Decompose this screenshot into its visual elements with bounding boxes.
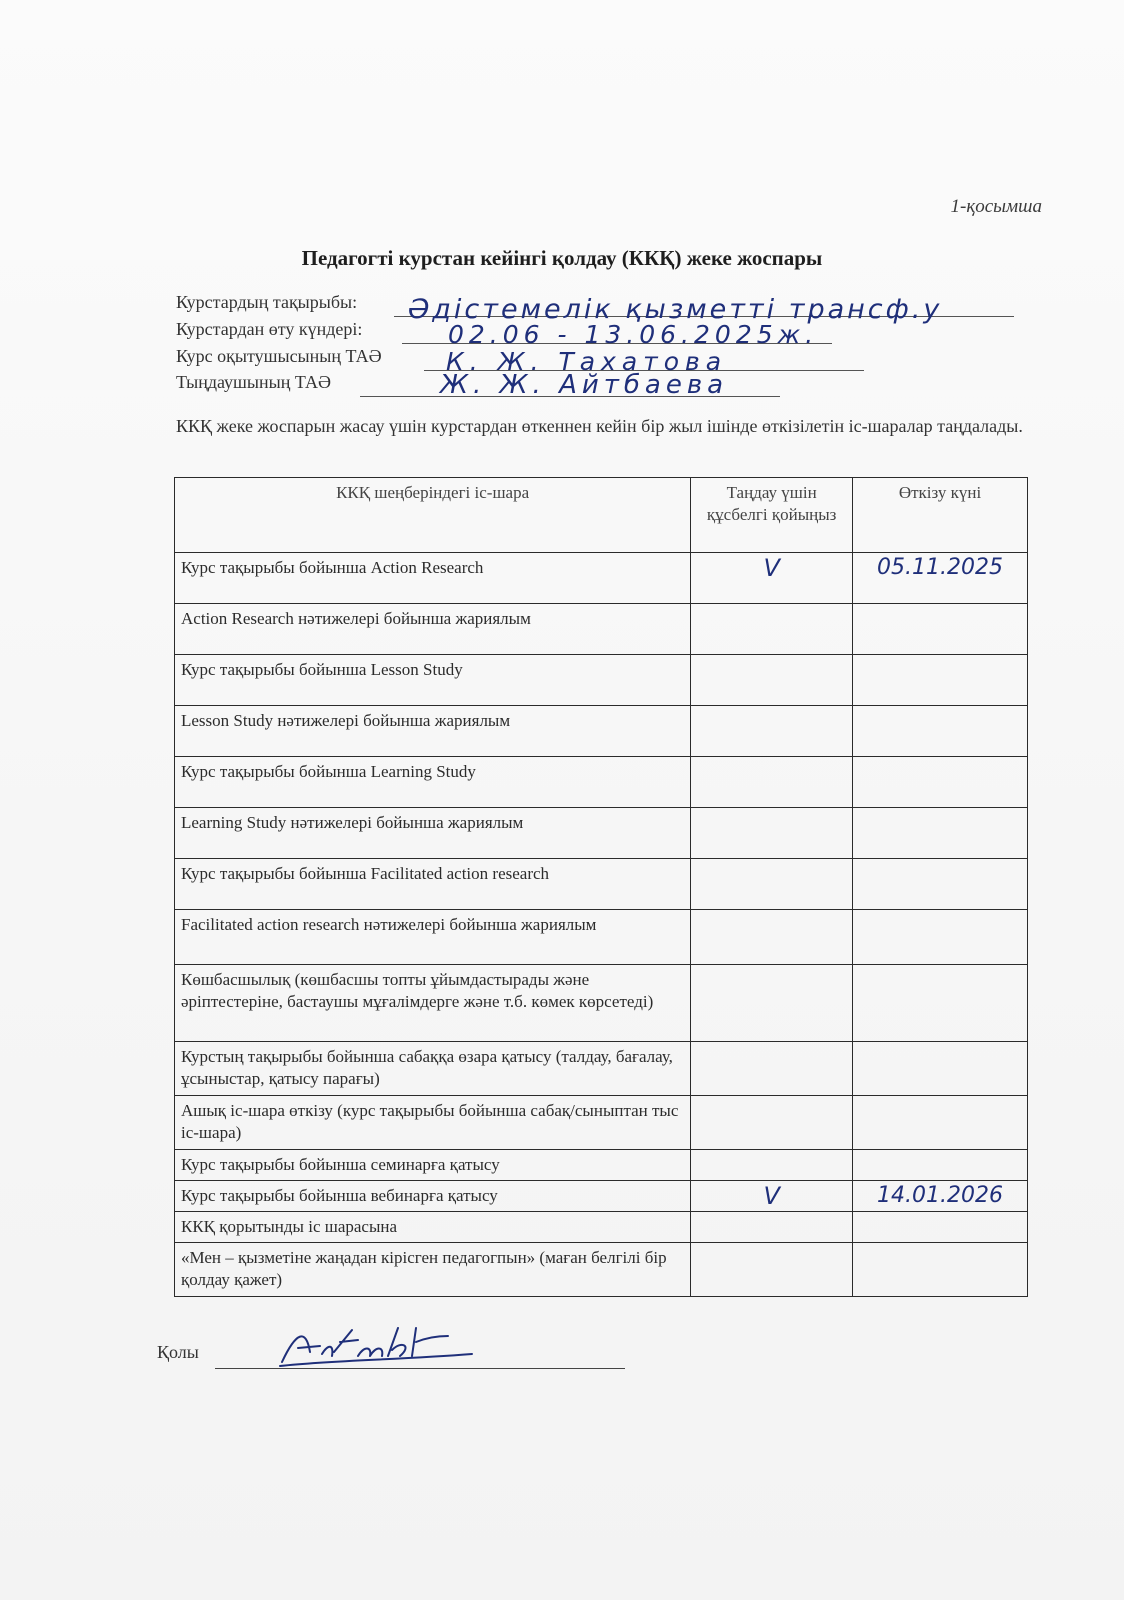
date-cell[interactable] — [853, 757, 1028, 808]
checkmark-cell[interactable] — [691, 706, 853, 757]
field-label-listener: Тыңдаушының ТАӘ — [176, 372, 331, 392]
checkmark-cell[interactable] — [691, 655, 853, 706]
date-cell[interactable] — [853, 706, 1028, 757]
checkmark-cell[interactable] — [691, 604, 853, 655]
checkmark-cell[interactable] — [691, 1243, 853, 1297]
table-row — [175, 1243, 1028, 1297]
field-value-course-dates: 02.06 - 13.06.2025ж. — [448, 320, 819, 349]
activity-plan-table — [174, 477, 1028, 1297]
checkmark-cell[interactable] — [691, 965, 853, 1042]
header-select: Таңдау үшін құсбелгі қойыңыз — [691, 478, 853, 553]
instruction-note: ККҚ жеке жоспарын жасау үшін курстардан өткеннен кейін бір жыл ішінде өткізілетін іс-шаралар таңдалады. — [176, 416, 1023, 436]
activity-cell: Курс тақырыбы бойынша Lesson Study — [175, 655, 691, 706]
field-value-listener: Ж. Ж. Айтбаева — [440, 370, 729, 400]
activity-cell: Курс тақырыбы бойынша Learning Study — [175, 757, 691, 808]
table-row — [175, 1181, 1028, 1212]
date-cell[interactable] — [853, 655, 1028, 706]
field-label-course-topic: Курстардың тақырыбы: — [176, 292, 358, 312]
table-header-row — [175, 478, 1028, 553]
checkmark-cell[interactable] — [691, 757, 853, 808]
activity-cell: ККҚ қорытынды іс шарасына — [175, 1212, 691, 1243]
table-row — [175, 1042, 1028, 1096]
date-cell[interactable] — [853, 1042, 1028, 1096]
activity-cell: Курс тақырыбы бойынша вебинарға қатысу — [175, 1181, 691, 1212]
page-title: Педагогті курстан кейінгі қолдау (ККҚ) жеке жоспары — [301, 246, 823, 270]
activity-cell: Курс тақырыбы бойынша семинарға қатысу — [175, 1150, 691, 1181]
checkmark-cell[interactable] — [691, 1042, 853, 1096]
checkmark-cell[interactable] — [691, 1212, 853, 1243]
checkmark-cell[interactable] — [691, 1096, 853, 1150]
table-row — [175, 808, 1028, 859]
field-label-instructor: Курс оқытушысының ТАӘ — [176, 346, 382, 366]
table-row — [175, 859, 1028, 910]
activity-cell: Ашық іс-шара өткізу (курс тақырыбы бойынша сабақ/сыныптан тыс іс-шара) — [175, 1096, 691, 1150]
header-activity: ККҚ шеңберіндегі іс-шара — [175, 478, 691, 553]
date-cell[interactable] — [853, 604, 1028, 655]
date-cell[interactable] — [853, 1212, 1028, 1243]
table-row — [175, 965, 1028, 1042]
activity-cell: Көшбасшылық (көшбасшы топты ұйымдастырады және әріптестеріне, бастаушы мұғалімдерге және т.б. көмек көрсетеді) — [175, 965, 691, 1042]
table-row — [175, 757, 1028, 808]
activity-cell: «Мен – қызметіне жаңадан кірісген педагогпын» (маған белгілі бір қолдау қажет) — [175, 1243, 691, 1297]
checkmark-cell[interactable] — [691, 859, 853, 910]
field-label-course-dates: Курстардан өту күндері: — [176, 319, 363, 339]
activity-cell: Курс тақырыбы бойынша Action Research — [175, 553, 691, 604]
checkmark-cell[interactable] — [691, 1150, 853, 1181]
date-cell[interactable] — [853, 910, 1028, 965]
activity-cell: Курстың тақырыбы бойынша сабаққа өзара қатысу (талдау, бағалау, ұсыныстар, қатысу парағы) — [175, 1042, 691, 1096]
activity-cell: Facilitated action research нәтижелері бойынша жариялым — [175, 910, 691, 965]
checkmark-cell[interactable] — [691, 910, 853, 965]
handwritten-signature — [276, 1322, 476, 1370]
date-cell[interactable] — [853, 1096, 1028, 1150]
field-value-course-topic: Әдістемелік қызметті трансф.у — [408, 294, 943, 325]
checkmark-cell[interactable]: V — [691, 553, 853, 604]
table-row — [175, 1096, 1028, 1150]
date-cell[interactable]: 14.01.2026 — [853, 1181, 1028, 1212]
table-row — [175, 1150, 1028, 1181]
header-date: Өткізу күні — [853, 478, 1028, 553]
activity-cell: Lesson Study нәтижелері бойынша жариялым — [175, 706, 691, 757]
date-cell[interactable]: 05.11.2025 — [853, 553, 1028, 604]
checkmark-cell[interactable]: V — [691, 1181, 853, 1212]
activity-cell: Action Research нәтижелері бойынша жариялым — [175, 604, 691, 655]
activity-cell: Курс тақырыбы бойынша Facilitated action research — [175, 859, 691, 910]
date-cell[interactable] — [853, 1243, 1028, 1297]
field-value-instructor: К. Ж. Тахатова — [446, 347, 728, 376]
table-row — [175, 553, 1028, 604]
date-cell[interactable] — [853, 859, 1028, 910]
activity-cell: Learning Study нәтижелері бойынша жариялым — [175, 808, 691, 859]
checkmark-cell[interactable] — [691, 808, 853, 859]
signature-label: Қолы — [157, 1342, 199, 1362]
table-row — [175, 706, 1028, 757]
table-row — [175, 604, 1028, 655]
date-cell[interactable] — [853, 965, 1028, 1042]
table-row — [175, 1212, 1028, 1243]
table-row — [175, 910, 1028, 965]
table-row — [175, 655, 1028, 706]
appendix-label: 1-қосымша — [950, 196, 1042, 217]
date-cell[interactable] — [853, 808, 1028, 859]
date-cell[interactable] — [853, 1150, 1028, 1181]
